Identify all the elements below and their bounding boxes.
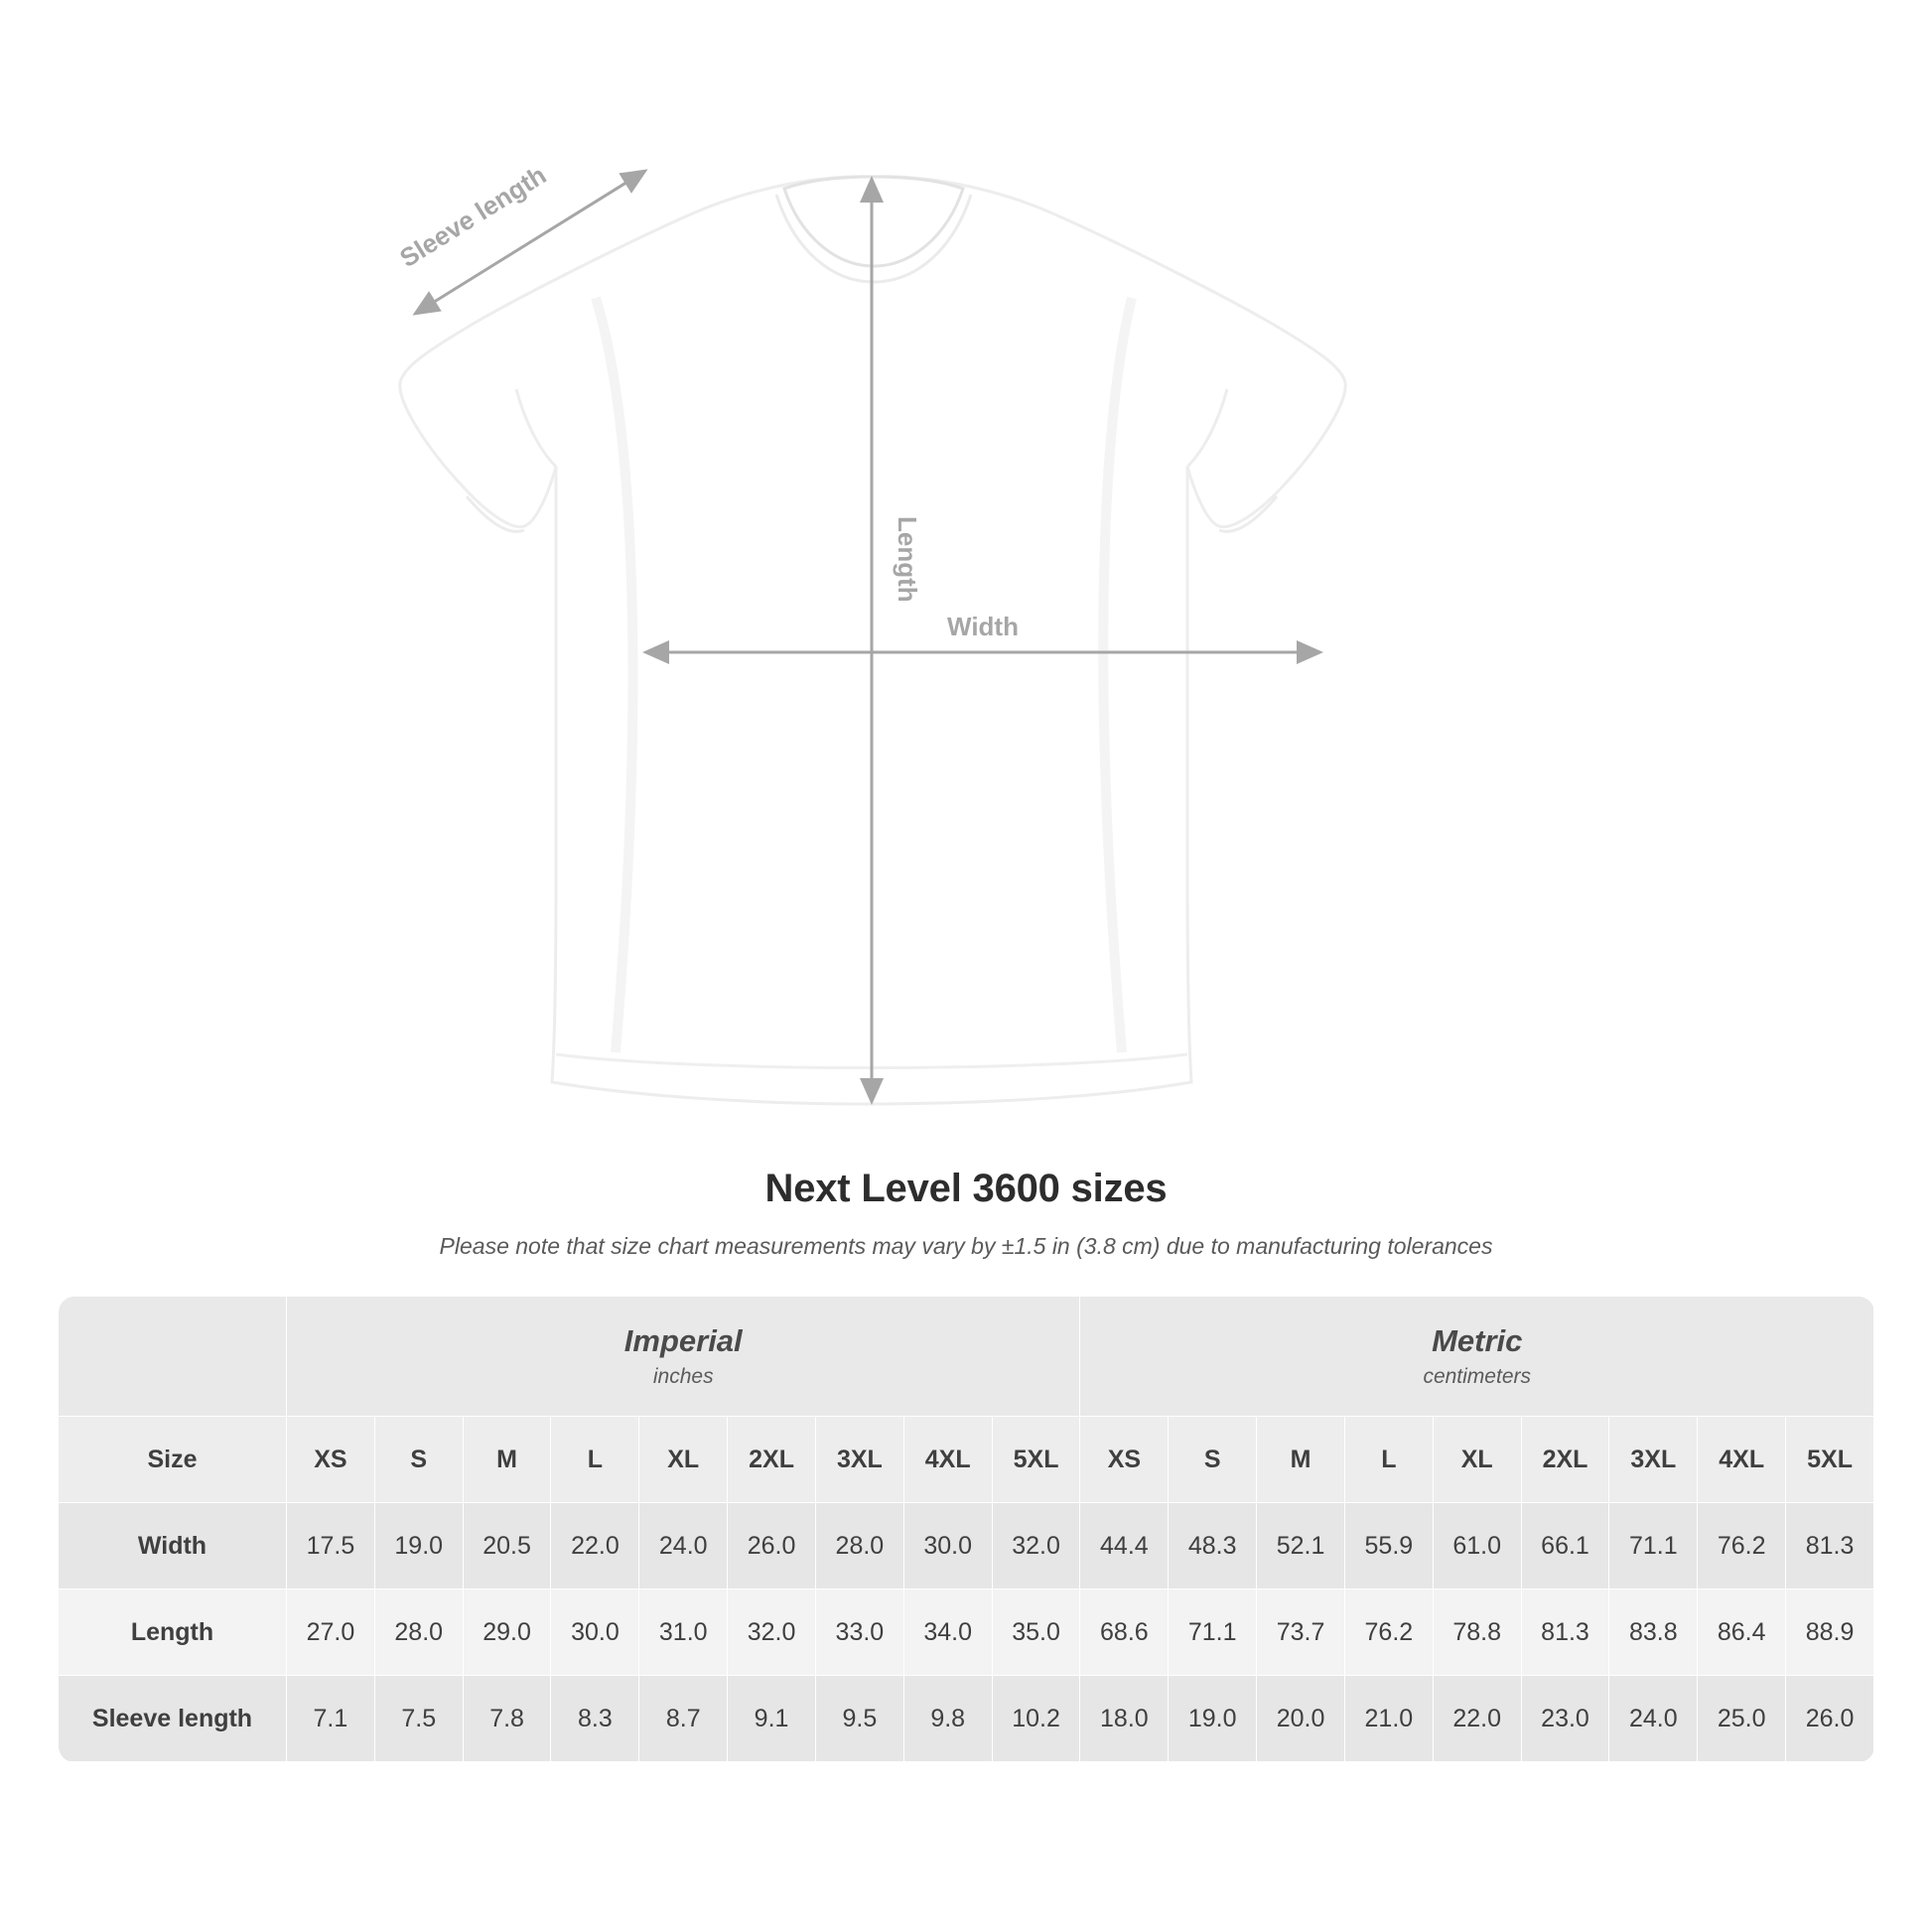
title-block: [0, 1167, 1932, 1260]
unit-group-imperial-sub: inches: [652, 1365, 714, 1388]
size-col-metric-xs: XS: [1080, 1417, 1169, 1503]
width-metric-4xl: 76.2: [1698, 1503, 1786, 1589]
length-metric-l: 76.2: [1344, 1589, 1433, 1676]
length-imperial-m: 29.0: [463, 1589, 551, 1676]
sleeve-metric-5xl: 26.0: [1786, 1676, 1874, 1762]
width-metric-s: 48.3: [1169, 1503, 1257, 1589]
length-metric-xs: 68.6: [1080, 1589, 1169, 1676]
unit-group-imperial-name: Imperial: [623, 1323, 743, 1358]
width-imperial-4xl: 30.0: [903, 1503, 992, 1589]
sleeve-metric-s: 19.0: [1169, 1676, 1257, 1762]
sleeve-metric-xl: 22.0: [1433, 1676, 1521, 1762]
length-imperial-4xl: 34.0: [903, 1589, 992, 1676]
length-imperial-3xl: 33.0: [815, 1589, 903, 1676]
length-imperial-xl: 31.0: [639, 1589, 728, 1676]
width-label: Width: [947, 612, 1019, 641]
size-col-metric-m: M: [1257, 1417, 1345, 1503]
size-col-imperial-xs: XS: [287, 1417, 375, 1503]
size-col-imperial-5xl: 5XL: [992, 1417, 1080, 1503]
sleeve-imperial-m: 7.8: [463, 1676, 551, 1762]
sleeve-imperial-2xl: 9.1: [728, 1676, 816, 1762]
length-imperial-5xl: 35.0: [992, 1589, 1080, 1676]
length-metric-5xl: 88.9: [1786, 1589, 1874, 1676]
size-chart-table: [58, 1296, 1874, 1762]
width-imperial-3xl: 28.0: [815, 1503, 903, 1589]
sleeve-imperial-5xl: 10.2: [992, 1676, 1080, 1762]
size-col-imperial-2xl: 2XL: [728, 1417, 816, 1503]
size-col-metric-l: L: [1344, 1417, 1433, 1503]
size-col-imperial-m: M: [463, 1417, 551, 1503]
width-imperial-m: 20.5: [463, 1503, 551, 1589]
width-metric-xl: 61.0: [1433, 1503, 1521, 1589]
length-imperial-s: 28.0: [374, 1589, 463, 1676]
width-imperial-xs: 17.5: [287, 1503, 375, 1589]
sleeve-metric-3xl: 24.0: [1609, 1676, 1698, 1762]
size-col-metric-4xl: 4XL: [1698, 1417, 1786, 1503]
page-title: Next Level 3600 sizes: [764, 1167, 1168, 1210]
sleeve-imperial-3xl: 9.5: [815, 1676, 903, 1762]
width-imperial-l: 22.0: [551, 1503, 639, 1589]
unit-group-imperial: [287, 1297, 1080, 1417]
size-col-metric-3xl: 3XL: [1609, 1417, 1698, 1503]
width-imperial-5xl: 32.0: [992, 1503, 1080, 1589]
sleeve-metric-4xl: 25.0: [1698, 1676, 1786, 1762]
sleeve-imperial-l: 8.3: [551, 1676, 639, 1762]
sleeve-imperial-4xl: 9.8: [903, 1676, 992, 1762]
sleeve-imperial-xl: 8.7: [639, 1676, 728, 1762]
sleeve-metric-m: 20.0: [1257, 1676, 1345, 1762]
table-corner: [59, 1297, 287, 1417]
width-metric-l: 55.9: [1344, 1503, 1433, 1589]
length-metric-2xl: 81.3: [1521, 1589, 1609, 1676]
size-col-imperial-xl: XL: [639, 1417, 728, 1503]
table-row-length: [59, 1589, 1874, 1676]
width-metric-3xl: 71.1: [1609, 1503, 1698, 1589]
size-col-metric-2xl: 2XL: [1521, 1417, 1609, 1503]
length-metric-3xl: 83.8: [1609, 1589, 1698, 1676]
size-col-metric-s: S: [1169, 1417, 1257, 1503]
unit-group-metric: [1080, 1297, 1874, 1417]
table-row-width: [59, 1503, 1874, 1589]
size-col-metric-5xl: 5XL: [1786, 1417, 1874, 1503]
size-col-imperial-s: S: [374, 1417, 463, 1503]
sleeve-length-label: Sleeve length: [394, 159, 552, 274]
length-imperial-l: 30.0: [551, 1589, 639, 1676]
size-col-imperial-3xl: 3XL: [815, 1417, 903, 1503]
row-label-sleeve-length: Sleeve length: [59, 1676, 287, 1762]
size-col-metric-xl: XL: [1433, 1417, 1521, 1503]
sleeve-imperial-s: 7.5: [374, 1676, 463, 1762]
row-label-length: Length: [59, 1589, 287, 1676]
size-header-label: Size: [59, 1417, 287, 1503]
sleeve-metric-xs: 18.0: [1080, 1676, 1169, 1762]
length-metric-4xl: 86.4: [1698, 1589, 1786, 1676]
size-col-imperial-4xl: 4XL: [903, 1417, 992, 1503]
width-imperial-xl: 24.0: [639, 1503, 728, 1589]
sleeve-metric-2xl: 23.0: [1521, 1676, 1609, 1762]
unit-group-metric-name: Metric: [1432, 1323, 1523, 1358]
unit-header-row: [59, 1297, 1874, 1417]
table-row-sleeve-length: [59, 1676, 1874, 1762]
width-metric-m: 52.1: [1257, 1503, 1345, 1589]
length-label: Length: [893, 516, 922, 603]
width-imperial-s: 19.0: [374, 1503, 463, 1589]
sleeve-metric-l: 21.0: [1344, 1676, 1433, 1762]
length-metric-s: 71.1: [1169, 1589, 1257, 1676]
length-imperial-xs: 27.0: [287, 1589, 375, 1676]
width-imperial-2xl: 26.0: [728, 1503, 816, 1589]
width-metric-xs: 44.4: [1080, 1503, 1169, 1589]
length-metric-m: 73.7: [1257, 1589, 1345, 1676]
length-imperial-2xl: 32.0: [728, 1589, 816, 1676]
row-label-width: Width: [59, 1503, 287, 1589]
width-metric-2xl: 66.1: [1521, 1503, 1609, 1589]
sleeve-imperial-xs: 7.1: [287, 1676, 375, 1762]
size-header-row: [59, 1417, 1874, 1503]
size-col-imperial-l: L: [551, 1417, 639, 1503]
tolerance-note: Please note that size chart measurements may vary by ±1.5 in (3.8 cm) due to manufacturing tolerances: [439, 1233, 1493, 1259]
width-metric-5xl: 81.3: [1786, 1503, 1874, 1589]
unit-group-metric-sub: centimeters: [1423, 1365, 1531, 1388]
size-chart-table-wrapper: [58, 1296, 1874, 1762]
length-metric-xl: 78.8: [1433, 1589, 1521, 1676]
